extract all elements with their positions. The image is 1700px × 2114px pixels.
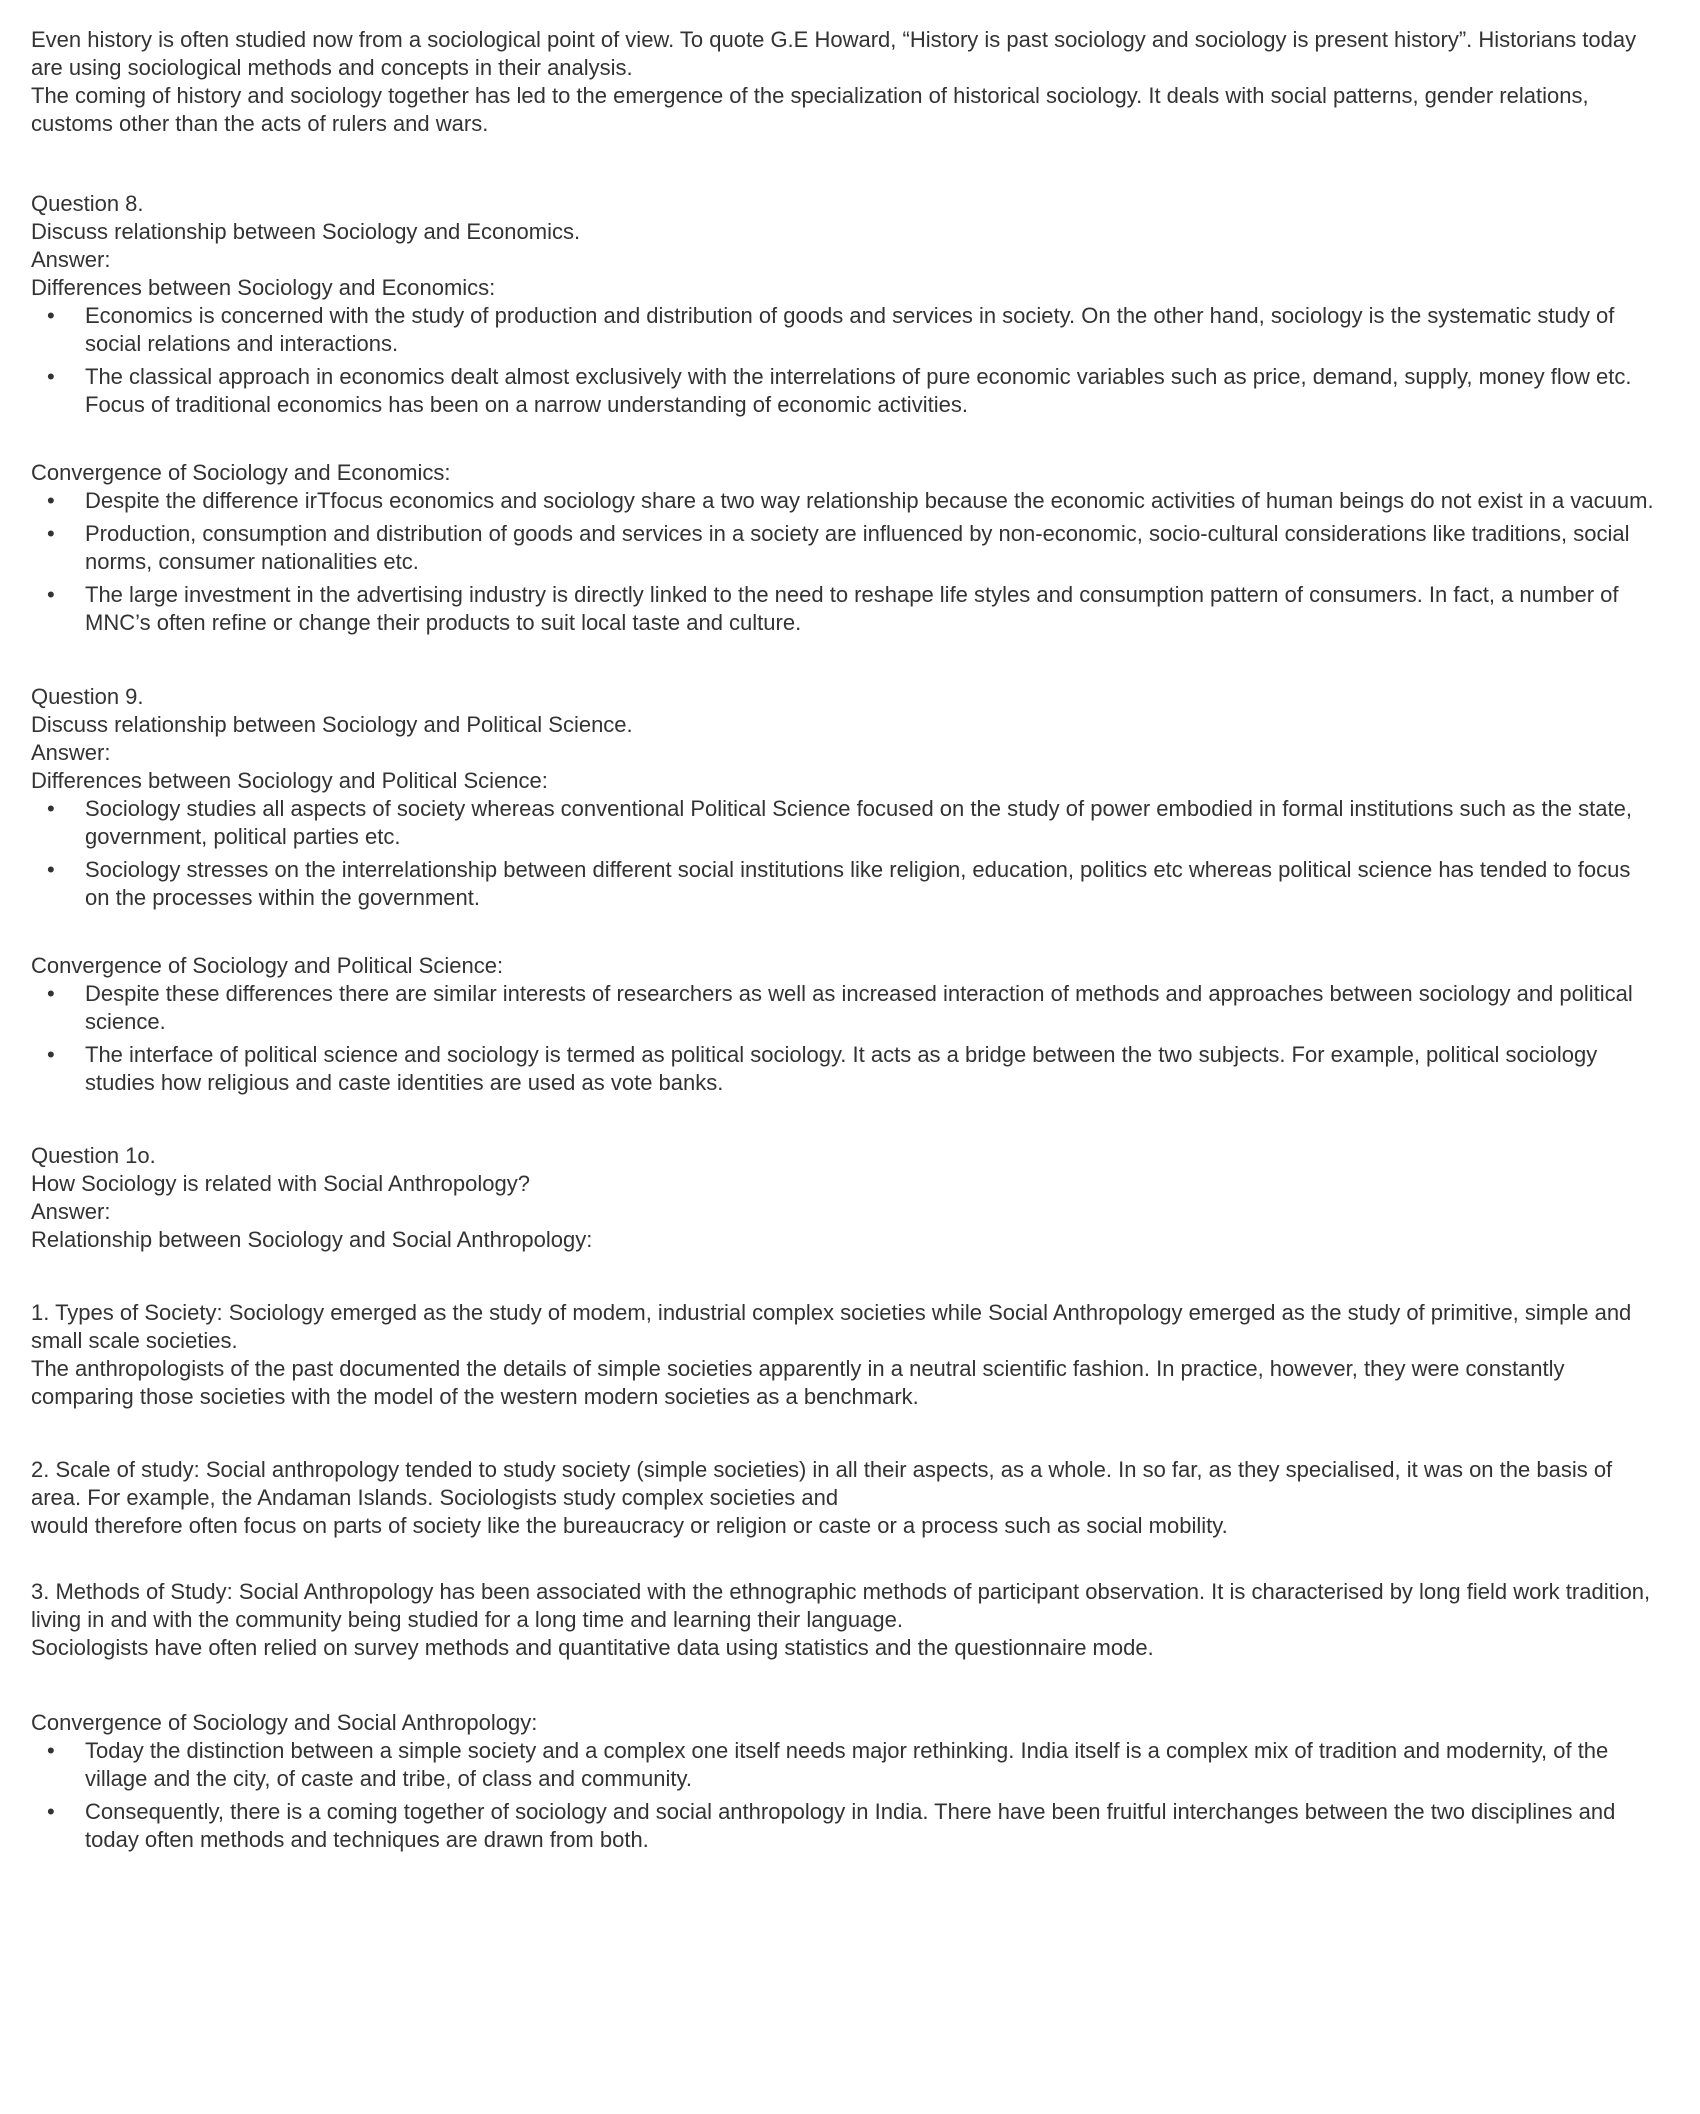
bullet-item: • Production, consumption and distribution of goods and services in a society are influenced by non-economic, socio-cultural considerations like traditions, social norms, consumer nationalities etc. xyxy=(31,520,1658,576)
q9-convergence-list xyxy=(31,980,1658,1097)
q9-differences-list xyxy=(31,795,1658,912)
bullet-item: • Sociology stresses on the interrelationship between different social institutions like religion, education, politics etc whereas political science has tended to focus on the processes within the government. xyxy=(31,856,1658,912)
question-8-heading: Question 8. xyxy=(31,191,144,216)
q10-point-2-paragraph-2: would therefore often focus on parts of society like the bureaucracy or religion or caste or a process such as social mobility. xyxy=(31,1513,1228,1538)
bullet-item: • The interface of political science and sociology is termed as political sociology. It acts as a bridge between the two subjects. For example, political sociology studies how religious and caste identities are used as vote banks. xyxy=(31,1041,1658,1097)
question-9-block xyxy=(31,683,1658,795)
question-8-block xyxy=(31,190,1658,302)
q10-convergence-heading: Convergence of Sociology and Social Anthropology: xyxy=(31,1710,538,1735)
bullet-item: • Economics is concerned with the study of production and distribution of goods and services in society. On the other hand, sociology is the systematic study of social relations and interactions. xyxy=(31,302,1658,358)
bullet-item: • The large investment in the advertising industry is directly linked to the need to reshape life styles and consumption pattern of consumers. In fact, a number of MNC’s often refine or change their products to suit local taste and culture. xyxy=(31,581,1658,637)
bullet-item: • Despite the difference irTfocus economics and sociology share a two way relationship because the economic activities of human beings do not exist in a vacuum. xyxy=(31,487,1658,515)
question-9-answer-label: Answer: xyxy=(31,740,111,765)
q10-point-3-paragraph-1: 3. Methods of Study: Social Anthropology has been associated with the ethnographic methods of participant observation. It is characterised by long field work tradition, living in and with the community being studied for a long time and learning their language. xyxy=(31,1579,1651,1632)
q10-point-3-paragraph-2: Sociologists have often relied on survey methods and quantitative data using statistics and the questionnaire mode. xyxy=(31,1635,1154,1660)
question-8-text: Discuss relationship between Sociology and Economics. xyxy=(31,219,581,244)
question-10-block xyxy=(31,1142,1658,1254)
q10-point-2-paragraph-1: 2. Scale of study: Social anthropology tended to study society (simple societies) in all their aspects, as a whole. In so far, as they specialised, it was on the basis of area. For example, the Andaman Islands. Sociologists study complex societies and xyxy=(31,1457,1613,1510)
q10-point-1-paragraph-1: 1. Types of Society: Sociology emerged as the study of modem, industrial complex societies while Social Anthropology emerged as the study of primitive, simple and small scale societies. xyxy=(31,1300,1632,1353)
bullet-item: • Sociology studies all aspects of society whereas conventional Political Science focused on the study of power embodied in formal institutions such as the state, government, political parties etc. xyxy=(31,795,1658,851)
question-10-heading: Question 1o. xyxy=(31,1143,156,1168)
q8-convergence-list xyxy=(31,487,1658,637)
q10-point-2 xyxy=(31,1456,1658,1540)
bullet-item: • Today the distinction between a simple society and a complex one itself needs major rethinking. India itself is a complex mix of tradition and modernity, of the village and the city, of caste and tribe, of class and community. xyxy=(31,1737,1658,1793)
question-9-text: Discuss relationship between Sociology and Political Science. xyxy=(31,712,633,737)
bullet-item: • Consequently, there is a coming together of sociology and social anthropology in India. There have been fruitful interchanges between the two disciplines and today often methods and techniques are drawn from both. xyxy=(31,1798,1658,1854)
q10-point-1-paragraph-2: The anthropologists of the past documented the details of simple societies apparently in a neutral scientific fashion. In practice, however, they were constantly comparing those societies with the model of the western modern societies as a benchmark. xyxy=(31,1356,1565,1409)
bullet-item: • The classical approach in economics dealt almost exclusively with the interrelations of pure economic variables such as price, demand, supply, money flow etc. Focus of traditional economics has been on a narrow understanding of economic activities. xyxy=(31,363,1658,419)
question-10-relationship-heading: Relationship between Sociology and Social Anthropology: xyxy=(31,1227,593,1252)
question-8-differences-heading: Differences between Sociology and Economics: xyxy=(31,275,496,300)
q9-convergence-heading: Convergence of Sociology and Political Science: xyxy=(31,953,504,978)
question-9-differences-heading: Differences between Sociology and Political Science: xyxy=(31,768,548,793)
intro-paragraph-2: The coming of history and sociology together has led to the emergence of the specialization of historical sociology. It deals with social patterns, gender relations, customs other than the acts of rulers and wars. xyxy=(31,83,1589,136)
bullet-item: • Despite these differences there are similar interests of researchers as well as increased interaction of methods and approaches between sociology and political science. xyxy=(31,980,1658,1036)
q10-point-3 xyxy=(31,1578,1658,1662)
intro-paragraph-1: Even history is often studied now from a sociological point of view. To quote G.E Howard, “History is past sociology and sociology is present history”. Historians today are using sociological methods and concepts in their analysis. xyxy=(31,27,1637,80)
question-10-text: How Sociology is related with Social Anthropology? xyxy=(31,1171,530,1196)
q10-convergence-list xyxy=(31,1737,1658,1854)
q8-differences-list xyxy=(31,302,1658,419)
q10-point-1 xyxy=(31,1299,1658,1411)
q8-convergence-heading: Convergence of Sociology and Economics: xyxy=(31,460,451,485)
question-8-answer-label: Answer: xyxy=(31,247,111,272)
question-9-heading: Question 9. xyxy=(31,684,144,709)
question-10-answer-label: Answer: xyxy=(31,1199,111,1224)
